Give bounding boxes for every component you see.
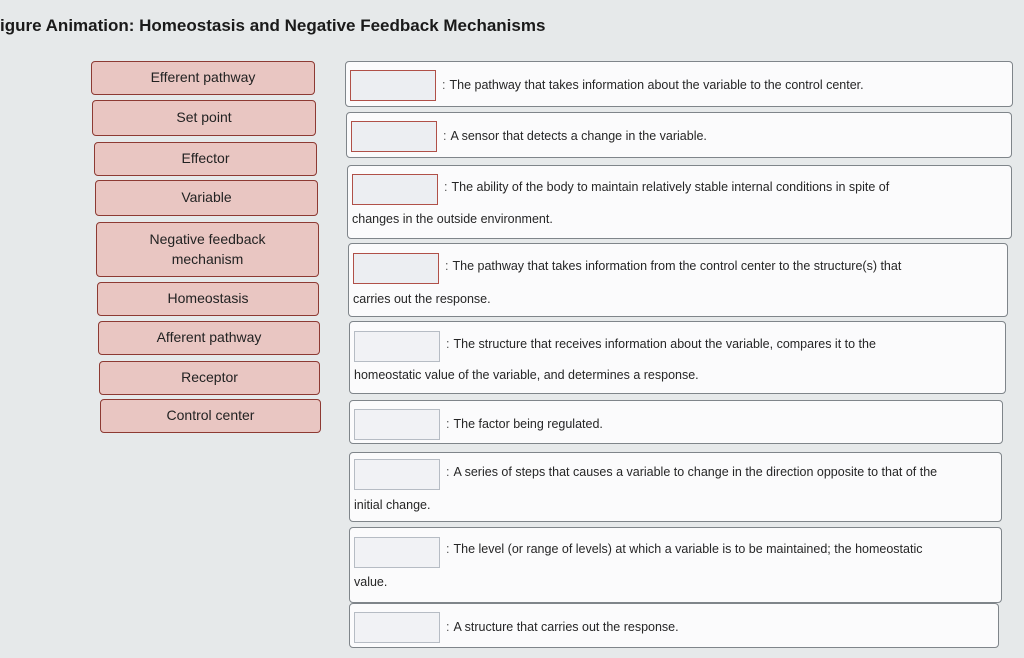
definition-text: : The ability of the body to maintain relatively stable internal conditions in spite of [444, 180, 889, 194]
definition-text-continued: homeostatic value of the variable, and determines a response. [354, 368, 699, 382]
definition-text: : A series of steps that causes a variable to change in the direction opposite to that of the [446, 465, 937, 479]
definition-box [345, 61, 1013, 107]
definition-box [346, 112, 1012, 158]
term-label: Set point [176, 109, 232, 126]
drop-target[interactable] [351, 121, 437, 152]
drop-target[interactable] [353, 253, 439, 284]
term-negative-feedback-mechanism[interactable] [96, 222, 319, 277]
term-label: Receptor [181, 369, 238, 386]
term-afferent-pathway[interactable] [98, 321, 320, 355]
term-effector[interactable] [94, 142, 317, 176]
definition-text: : The level (or range of levels) at which a variable is to be maintained; the homeostatic [446, 542, 922, 556]
term-set-point[interactable] [92, 100, 316, 136]
definition-box [349, 527, 1002, 603]
definition-text: : A sensor that detects a change in the variable. [443, 129, 707, 143]
page-title: igure Animation: Homeostasis and Negative Feedback Mechanisms [0, 16, 546, 35]
drop-target[interactable] [354, 459, 440, 490]
definition-text-continued: carries out the response. [353, 292, 491, 306]
definition-text: : The factor being regulated. [446, 417, 603, 431]
drop-target[interactable] [354, 409, 440, 440]
term-label: Negative feedback mechanism [149, 230, 266, 267]
term-control-center[interactable] [100, 399, 321, 433]
term-label: Afferent pathway [156, 329, 262, 346]
term-variable[interactable] [95, 180, 318, 216]
definition-text: : The structure that receives information about the variable, compares it to the [446, 337, 876, 351]
drop-target[interactable] [352, 174, 438, 205]
definition-box [349, 452, 1002, 522]
definition-box [349, 400, 1003, 444]
drop-target[interactable] [354, 331, 440, 362]
definition-text-continued: value. [354, 575, 388, 589]
drop-target[interactable] [350, 70, 436, 101]
term-label: Efferent pathway [150, 69, 256, 86]
drop-target[interactable] [354, 537, 440, 568]
term-label: Variable [181, 189, 232, 206]
definition-text: : The pathway that takes information from the control center to the structure(s) that [445, 259, 901, 273]
definition-text-continued: initial change. [354, 498, 431, 512]
term-receptor[interactable] [99, 361, 320, 395]
definition-box [348, 243, 1008, 317]
definition-box [347, 165, 1012, 239]
term-label: Effector [181, 150, 230, 167]
definition-text: : A structure that carries out the response. [446, 620, 679, 634]
term-efferent-pathway[interactable] [91, 61, 315, 95]
definition-box [349, 321, 1006, 394]
term-label: Control center [166, 407, 255, 424]
definition-box [349, 603, 999, 648]
definition-text: : The pathway that takes information about the variable to the control center. [442, 78, 864, 92]
definition-text-continued: changes in the outside environment. [352, 212, 553, 226]
drop-target[interactable] [354, 612, 440, 643]
term-homeostasis[interactable] [97, 282, 319, 316]
term-label: Homeostasis [167, 290, 249, 307]
